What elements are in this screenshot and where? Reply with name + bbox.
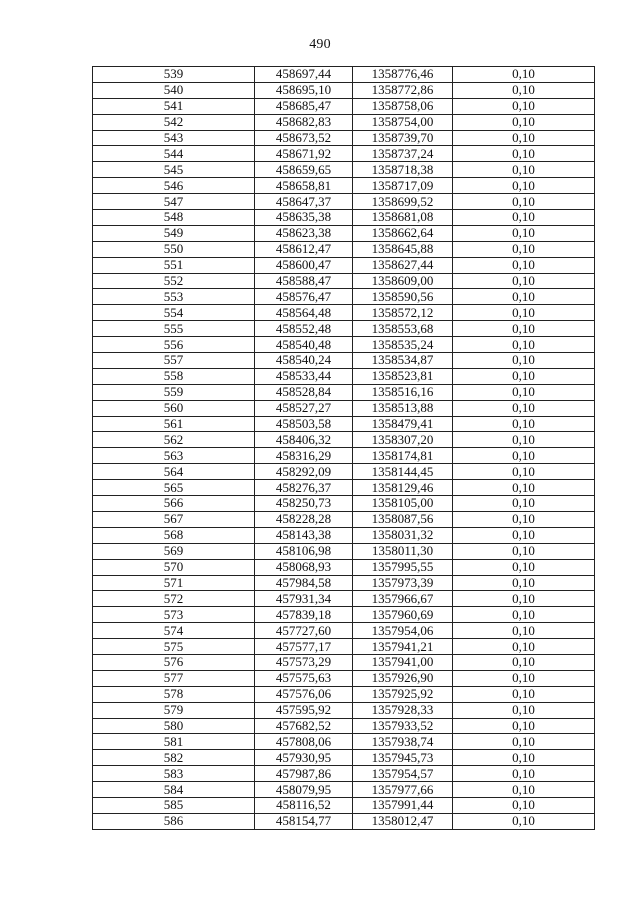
x-coordinate-cell: 458116,52 [255,797,353,813]
point-number-cell: 549 [93,225,255,241]
y-coordinate-cell: 1357960,69 [353,607,453,623]
accuracy-cell: 0,10 [453,305,595,321]
x-coordinate-cell: 457930,95 [255,750,353,766]
accuracy-cell: 0,10 [453,575,595,591]
accuracy-cell: 0,10 [453,67,595,83]
point-number-cell: 579 [93,702,255,718]
table-row [93,194,595,210]
point-number-cell: 583 [93,766,255,782]
point-number-cell: 542 [93,114,255,130]
point-number-cell: 559 [93,384,255,400]
y-coordinate-cell: 1357954,06 [353,623,453,639]
point-number-cell: 552 [93,273,255,289]
table-row [93,813,595,829]
accuracy-cell: 0,10 [453,337,595,353]
accuracy-cell: 0,10 [453,797,595,813]
accuracy-cell: 0,10 [453,257,595,273]
table-row [93,559,595,575]
y-coordinate-cell: 1357938,74 [353,734,453,750]
y-coordinate-cell: 1358012,47 [353,813,453,829]
accuracy-cell: 0,10 [453,146,595,162]
y-coordinate-cell: 1358516,16 [353,384,453,400]
point-number-cell: 576 [93,654,255,670]
x-coordinate-cell: 458540,48 [255,337,353,353]
y-coordinate-cell: 1358758,06 [353,98,453,114]
accuracy-cell: 0,10 [453,511,595,527]
x-coordinate-cell: 458068,93 [255,559,353,575]
accuracy-cell: 0,10 [453,162,595,178]
accuracy-cell: 0,10 [453,591,595,607]
point-number-cell: 564 [93,464,255,480]
y-coordinate-cell: 1357941,00 [353,654,453,670]
accuracy-cell: 0,10 [453,114,595,130]
x-coordinate-cell: 458143,38 [255,527,353,543]
x-coordinate-cell: 458685,47 [255,98,353,114]
table-row [93,607,595,623]
y-coordinate-cell: 1358739,70 [353,130,453,146]
point-number-cell: 563 [93,448,255,464]
point-number-cell: 580 [93,718,255,734]
table-row [93,241,595,257]
page-number: 490 [309,37,331,52]
point-number-cell: 548 [93,210,255,226]
x-coordinate-cell: 458647,37 [255,194,353,210]
accuracy-cell: 0,10 [453,559,595,575]
y-coordinate-cell: 1358681,08 [353,210,453,226]
point-number-cell: 574 [93,623,255,639]
table-row [93,225,595,241]
accuracy-cell: 0,10 [453,416,595,432]
accuracy-cell: 0,10 [453,623,595,639]
x-coordinate-cell: 457573,29 [255,654,353,670]
y-coordinate-cell: 1358662,64 [353,225,453,241]
x-coordinate-cell: 458406,32 [255,432,353,448]
x-coordinate-cell: 458671,92 [255,146,353,162]
coordinates-table [92,66,595,830]
y-coordinate-cell: 1358737,24 [353,146,453,162]
y-coordinate-cell: 1358307,20 [353,432,453,448]
y-coordinate-cell: 1358754,00 [353,114,453,130]
y-coordinate-cell: 1357995,55 [353,559,453,575]
point-number-cell: 577 [93,670,255,686]
x-coordinate-cell: 458658,81 [255,178,353,194]
table-row [93,718,595,734]
table-row [93,305,595,321]
y-coordinate-cell: 1357954,57 [353,766,453,782]
table-row [93,321,595,337]
point-number-cell: 567 [93,511,255,527]
accuracy-cell: 0,10 [453,225,595,241]
x-coordinate-cell: 458564,48 [255,305,353,321]
point-number-cell: 547 [93,194,255,210]
table-row [93,289,595,305]
table-row [93,639,595,655]
y-coordinate-cell: 1357926,90 [353,670,453,686]
y-coordinate-cell: 1358572,12 [353,305,453,321]
table-row [93,511,595,527]
y-coordinate-cell: 1358535,24 [353,337,453,353]
accuracy-cell: 0,10 [453,527,595,543]
y-coordinate-cell: 1358717,09 [353,178,453,194]
table-row [93,527,595,543]
y-coordinate-cell: 1358699,52 [353,194,453,210]
x-coordinate-cell: 457575,63 [255,670,353,686]
y-coordinate-cell: 1358011,30 [353,543,453,559]
x-coordinate-cell: 458682,83 [255,114,353,130]
table-row [93,480,595,496]
table-row [93,67,595,83]
y-coordinate-cell: 1357928,33 [353,702,453,718]
table-row [93,543,595,559]
accuracy-cell: 0,10 [453,686,595,702]
table-row [93,686,595,702]
accuracy-cell: 0,10 [453,130,595,146]
table-row [93,114,595,130]
accuracy-cell: 0,10 [453,813,595,829]
y-coordinate-cell: 1358553,68 [353,321,453,337]
x-coordinate-cell: 457808,06 [255,734,353,750]
y-coordinate-cell: 1357941,21 [353,639,453,655]
x-coordinate-cell: 458533,44 [255,368,353,384]
x-coordinate-cell: 457931,34 [255,591,353,607]
accuracy-cell: 0,10 [453,384,595,400]
x-coordinate-cell: 458250,73 [255,496,353,512]
table-row [93,98,595,114]
point-number-cell: 571 [93,575,255,591]
point-number-cell: 561 [93,416,255,432]
table-row [93,337,595,353]
y-coordinate-cell: 1357933,52 [353,718,453,734]
x-coordinate-cell: 458623,38 [255,225,353,241]
point-number-cell: 544 [93,146,255,162]
coordinates-table-body [93,67,595,830]
accuracy-cell: 0,10 [453,210,595,226]
x-coordinate-cell: 458635,38 [255,210,353,226]
y-coordinate-cell: 1358479,41 [353,416,453,432]
table-row [93,432,595,448]
accuracy-cell: 0,10 [453,432,595,448]
accuracy-cell: 0,10 [453,321,595,337]
accuracy-cell: 0,10 [453,273,595,289]
table-row [93,146,595,162]
point-number-cell: 565 [93,480,255,496]
y-coordinate-cell: 1358523,81 [353,368,453,384]
x-coordinate-cell: 458600,47 [255,257,353,273]
y-coordinate-cell: 1357991,44 [353,797,453,813]
point-number-cell: 541 [93,98,255,114]
table-row [93,448,595,464]
accuracy-cell: 0,10 [453,178,595,194]
accuracy-cell: 0,10 [453,480,595,496]
table-row [93,178,595,194]
table-row [93,162,595,178]
point-number-cell: 572 [93,591,255,607]
y-coordinate-cell: 1358174,81 [353,448,453,464]
point-number-cell: 545 [93,162,255,178]
x-coordinate-cell: 458540,24 [255,353,353,369]
y-coordinate-cell: 1358144,45 [353,464,453,480]
table-row [93,591,595,607]
x-coordinate-cell: 458276,37 [255,480,353,496]
x-coordinate-cell: 458292,09 [255,464,353,480]
table-row [93,575,595,591]
accuracy-cell: 0,10 [453,98,595,114]
x-coordinate-cell: 458316,29 [255,448,353,464]
accuracy-cell: 0,10 [453,607,595,623]
x-coordinate-cell: 458228,28 [255,511,353,527]
table-row [93,384,595,400]
accuracy-cell: 0,10 [453,194,595,210]
point-number-cell: 560 [93,400,255,416]
x-coordinate-cell: 457727,60 [255,623,353,639]
y-coordinate-cell: 1358031,32 [353,527,453,543]
accuracy-cell: 0,10 [453,782,595,798]
table-row [93,130,595,146]
point-number-cell: 540 [93,82,255,98]
point-number-cell: 584 [93,782,255,798]
x-coordinate-cell: 458106,98 [255,543,353,559]
y-coordinate-cell: 1358776,46 [353,67,453,83]
table-row [93,623,595,639]
point-number-cell: 551 [93,257,255,273]
point-number-cell: 568 [93,527,255,543]
point-number-cell: 555 [93,321,255,337]
x-coordinate-cell: 458079,95 [255,782,353,798]
point-number-cell: 556 [93,337,255,353]
point-number-cell: 570 [93,559,255,575]
accuracy-cell: 0,10 [453,464,595,480]
x-coordinate-cell: 458588,47 [255,273,353,289]
accuracy-cell: 0,10 [453,702,595,718]
x-coordinate-cell: 457595,92 [255,702,353,718]
x-coordinate-cell: 458673,52 [255,130,353,146]
y-coordinate-cell: 1358534,87 [353,353,453,369]
y-coordinate-cell: 1358087,56 [353,511,453,527]
point-number-cell: 558 [93,368,255,384]
x-coordinate-cell: 457682,52 [255,718,353,734]
point-number-cell: 554 [93,305,255,321]
y-coordinate-cell: 1357925,92 [353,686,453,702]
y-coordinate-cell: 1358627,44 [353,257,453,273]
y-coordinate-cell: 1358129,46 [353,480,453,496]
table-row [93,797,595,813]
x-coordinate-cell: 458659,65 [255,162,353,178]
point-number-cell: 550 [93,241,255,257]
point-number-cell: 581 [93,734,255,750]
accuracy-cell: 0,10 [453,289,595,305]
x-coordinate-cell: 458527,27 [255,400,353,416]
table-row [93,750,595,766]
accuracy-cell: 0,10 [453,353,595,369]
table-row [93,782,595,798]
accuracy-cell: 0,10 [453,400,595,416]
table-row [93,368,595,384]
x-coordinate-cell: 458552,48 [255,321,353,337]
y-coordinate-cell: 1358590,56 [353,289,453,305]
x-coordinate-cell: 458695,10 [255,82,353,98]
point-number-cell: 586 [93,813,255,829]
y-coordinate-cell: 1357966,67 [353,591,453,607]
accuracy-cell: 0,10 [453,368,595,384]
x-coordinate-cell: 457577,17 [255,639,353,655]
x-coordinate-cell: 458612,47 [255,241,353,257]
x-coordinate-cell: 458576,47 [255,289,353,305]
x-coordinate-cell: 457839,18 [255,607,353,623]
table-row [93,734,595,750]
accuracy-cell: 0,10 [453,639,595,655]
y-coordinate-cell: 1358513,88 [353,400,453,416]
accuracy-cell: 0,10 [453,496,595,512]
table-row [93,273,595,289]
point-number-cell: 585 [93,797,255,813]
x-coordinate-cell: 458528,84 [255,384,353,400]
accuracy-cell: 0,10 [453,654,595,670]
table-row [93,257,595,273]
accuracy-cell: 0,10 [453,718,595,734]
table-row [93,670,595,686]
accuracy-cell: 0,10 [453,543,595,559]
y-coordinate-cell: 1358718,38 [353,162,453,178]
accuracy-cell: 0,10 [453,448,595,464]
table-row [93,210,595,226]
table-row [93,766,595,782]
x-coordinate-cell: 458697,44 [255,67,353,83]
point-number-cell: 566 [93,496,255,512]
point-number-cell: 573 [93,607,255,623]
point-number-cell: 569 [93,543,255,559]
y-coordinate-cell: 1358772,86 [353,82,453,98]
point-number-cell: 562 [93,432,255,448]
x-coordinate-cell: 457576,06 [255,686,353,702]
accuracy-cell: 0,10 [453,734,595,750]
y-coordinate-cell: 1357977,66 [353,782,453,798]
table-row [93,416,595,432]
point-number-cell: 543 [93,130,255,146]
table-row [93,400,595,416]
point-number-cell: 575 [93,639,255,655]
x-coordinate-cell: 458503,58 [255,416,353,432]
y-coordinate-cell: 1357945,73 [353,750,453,766]
point-number-cell: 582 [93,750,255,766]
accuracy-cell: 0,10 [453,82,595,98]
accuracy-cell: 0,10 [453,766,595,782]
point-number-cell: 546 [93,178,255,194]
accuracy-cell: 0,10 [453,241,595,257]
table-row [93,702,595,718]
point-number-cell: 539 [93,67,255,83]
table-row [93,82,595,98]
accuracy-cell: 0,10 [453,670,595,686]
y-coordinate-cell: 1358645,88 [353,241,453,257]
y-coordinate-cell: 1358105,00 [353,496,453,512]
table-row [93,353,595,369]
table-row [93,496,595,512]
accuracy-cell: 0,10 [453,750,595,766]
point-number-cell: 557 [93,353,255,369]
y-coordinate-cell: 1358609,00 [353,273,453,289]
x-coordinate-cell: 458154,77 [255,813,353,829]
table-row [93,654,595,670]
y-coordinate-cell: 1357973,39 [353,575,453,591]
point-number-cell: 553 [93,289,255,305]
table-row [93,464,595,480]
x-coordinate-cell: 457987,86 [255,766,353,782]
x-coordinate-cell: 457984,58 [255,575,353,591]
point-number-cell: 578 [93,686,255,702]
